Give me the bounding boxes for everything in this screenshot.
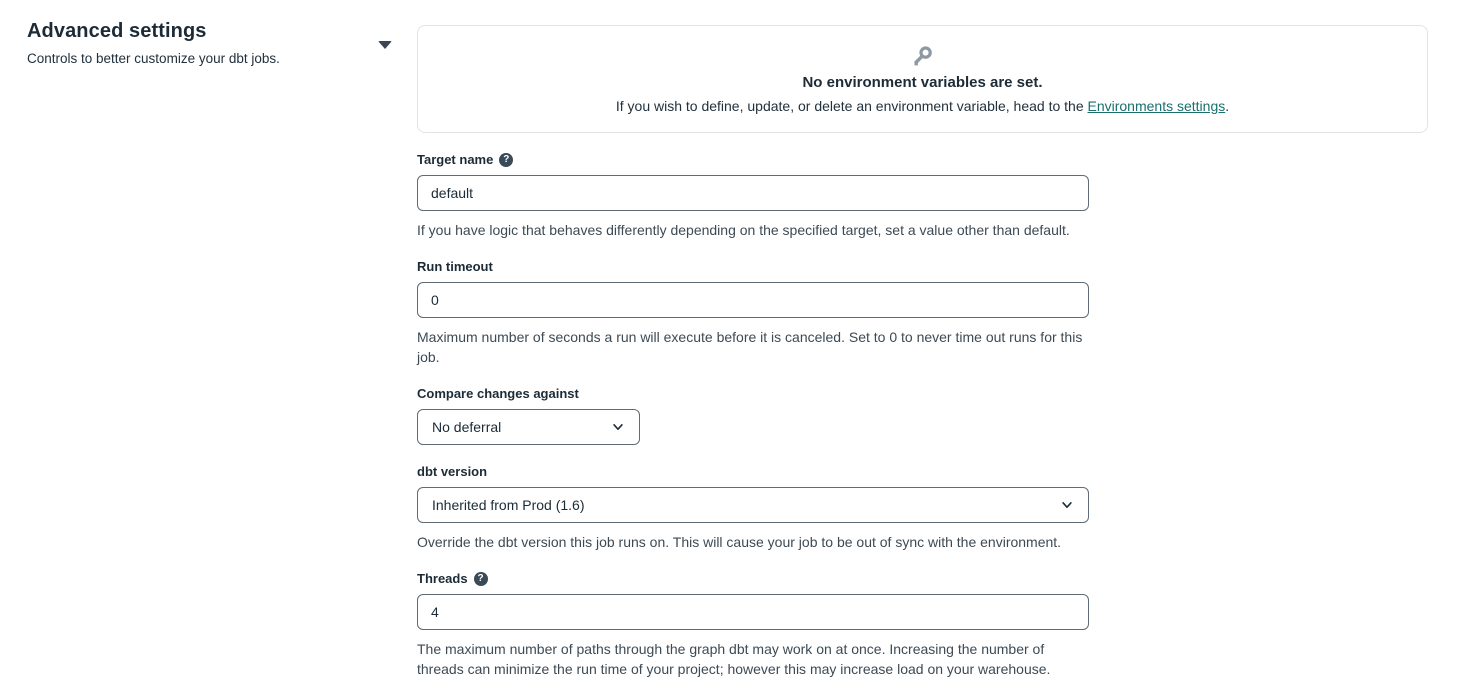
target-name-label: Target name	[417, 152, 494, 167]
dbt-version-helper: Override the dbt version this job runs on. This will cause your job to be out of sync with the environment.	[417, 534, 1062, 550]
field-dbt-version	[417, 464, 1089, 552]
threads-label: Threads	[417, 571, 468, 586]
run-timeout-input[interactable]	[417, 282, 1089, 318]
empty-state-title: No environment variables are set.	[802, 73, 1043, 91]
env-vars-empty-state-card	[417, 25, 1428, 133]
target-name-input[interactable]	[417, 175, 1089, 211]
dbt-version-value: Inherited from Prod (1.6)	[432, 497, 585, 513]
empty-state-message-suffix: .	[1225, 97, 1230, 114]
threads-input[interactable]	[417, 594, 1089, 630]
field-run-timeout	[417, 259, 1089, 367]
threads-helper: The maximum number of paths through the graph dbt may work on at once. Increasing the number of threads can minimize the run time of your project; however this may increase load on your warehouse.	[417, 641, 1051, 677]
collapse-caret-icon[interactable]	[378, 41, 392, 49]
advanced-settings-panel	[417, 25, 1428, 698]
empty-state-message	[616, 98, 1229, 114]
help-icon[interactable]: ?	[499, 153, 513, 167]
chevron-down-icon	[1060, 498, 1074, 512]
field-target-name	[417, 152, 1089, 240]
compare-changes-value: No deferral	[432, 419, 502, 435]
page-title: Advanced settings	[27, 20, 207, 42]
advanced-settings-header	[27, 20, 367, 66]
dbt-version-label: dbt version	[417, 464, 488, 479]
help-icon[interactable]: ?	[474, 572, 488, 586]
page-subtitle: Controls to better customize your dbt jobs.	[27, 51, 280, 66]
environments-settings-link[interactable]: Environments settings	[1087, 97, 1226, 114]
run-timeout-label: Run timeout	[417, 259, 493, 274]
empty-state-message-prefix: If you wish to define, update, or delete an environment variable, head to the	[615, 97, 1088, 114]
run-timeout-helper: Maximum number of seconds a run will execute before it is canceled. Set to 0 to never time out runs for this job.	[417, 329, 1083, 365]
compare-changes-label: Compare changes against	[417, 386, 579, 401]
field-threads	[417, 571, 1089, 679]
target-name-helper: If you have logic that behaves differently depending on the specified target, set a value other than default.	[417, 222, 1070, 238]
field-compare-changes	[417, 386, 1089, 445]
advanced-settings-form	[417, 152, 1089, 679]
dbt-version-select[interactable]	[417, 487, 1089, 523]
chevron-down-icon	[611, 420, 625, 434]
compare-changes-select[interactable]	[417, 409, 640, 445]
key-icon	[911, 45, 935, 69]
